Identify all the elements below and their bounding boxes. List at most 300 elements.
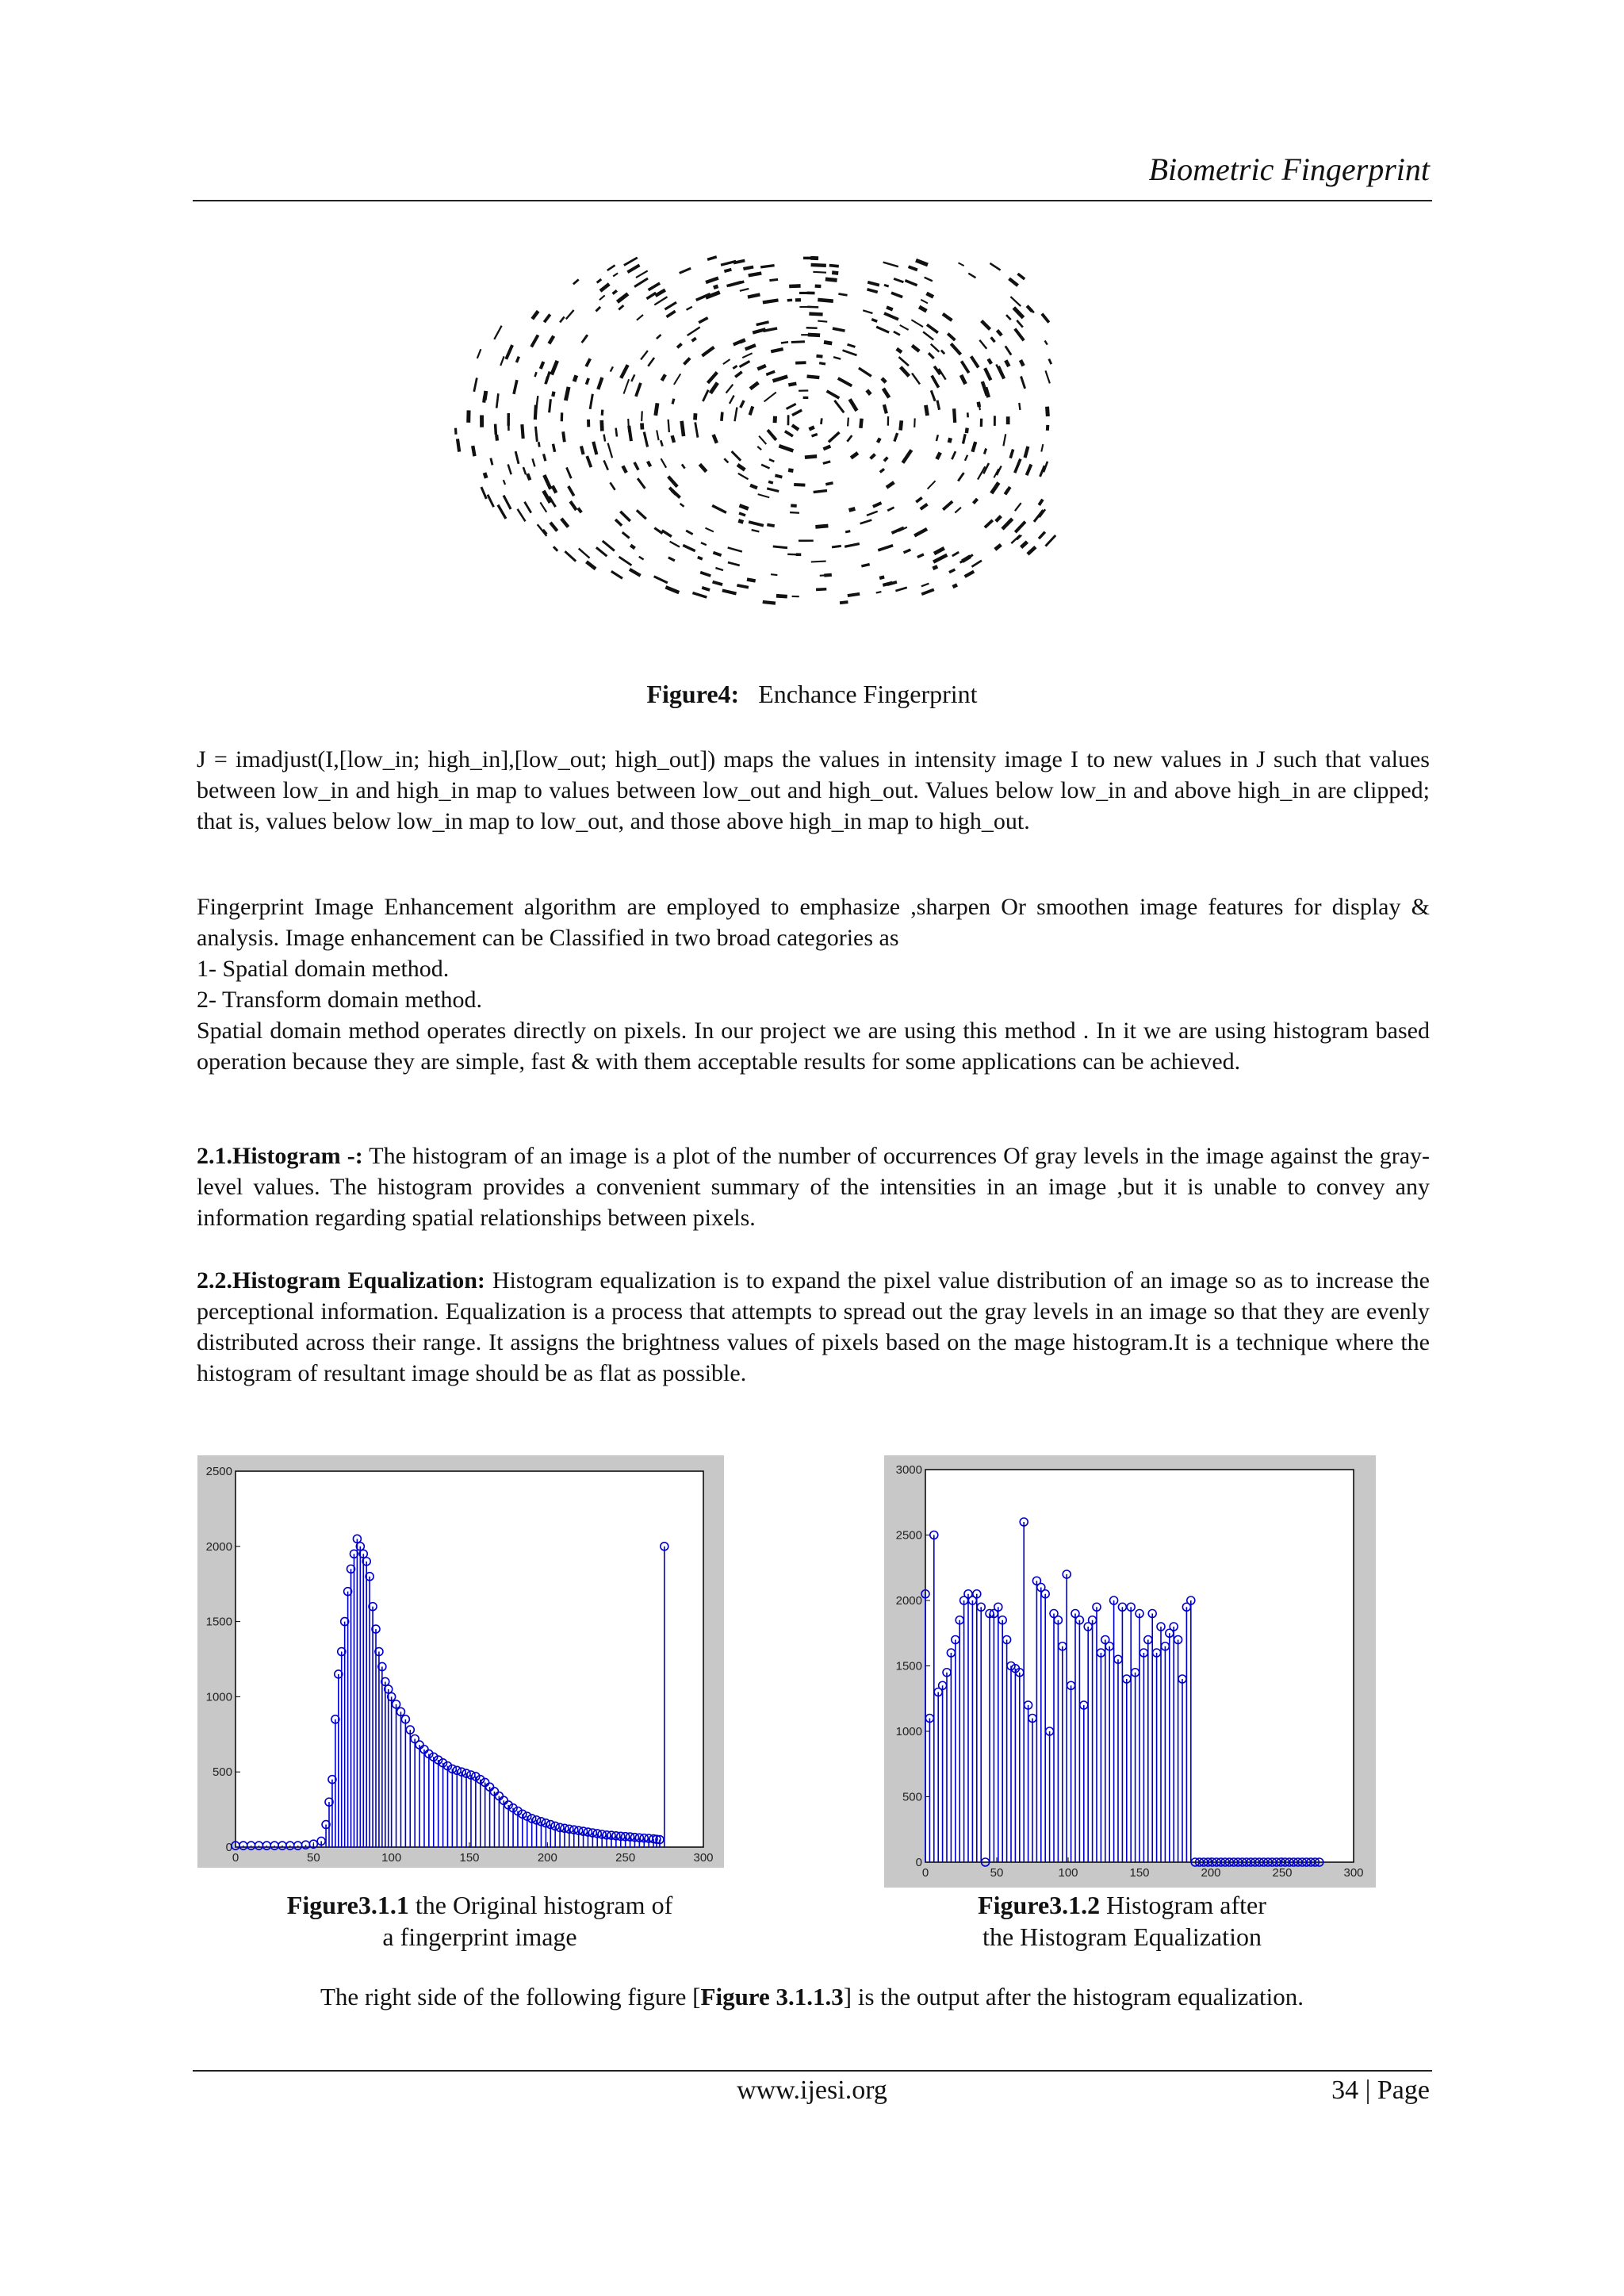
fingerprint-ridge	[1046, 425, 1049, 431]
fingerprint-ridge	[815, 524, 828, 529]
fingerprint-ridge	[615, 519, 622, 527]
fingerprint-ridge	[828, 431, 841, 443]
equalized-histogram-svg	[884, 1455, 1376, 1888]
fingerprint-ridge	[813, 489, 827, 493]
fingerprint-ridge	[701, 346, 715, 357]
fingerprint-ridge	[837, 377, 852, 387]
figure-3-1-1-line2: a fingerprint image	[382, 1922, 577, 1951]
fingerprint-ridge	[619, 511, 631, 523]
fingerprint-ridge	[1038, 531, 1046, 539]
fingerprint-ridge	[911, 319, 924, 328]
x-tick-label: 50	[990, 1866, 1004, 1880]
fingerprint-ridge	[539, 361, 545, 370]
fingerprint-ridge	[585, 455, 592, 467]
fingerprint-ridge	[833, 327, 845, 332]
figure-3-1-1-caption	[238, 1889, 722, 1953]
fingerprint-ridge	[893, 432, 898, 442]
fingerprint-ridge	[477, 349, 482, 358]
fingerprint-ridge	[635, 270, 648, 278]
fingerprint-ridge	[971, 560, 982, 568]
fingerprint-ridge	[756, 320, 769, 326]
fingerprint-ridge	[867, 511, 879, 516]
fingerprint-ridge	[1020, 376, 1026, 389]
fingerprint-ridge	[751, 529, 759, 533]
fingerprint-ridge	[914, 527, 928, 537]
fingerprint-ridge	[886, 481, 895, 489]
fingerprint-ridge	[924, 277, 933, 282]
imadjust-paragraph	[197, 744, 1430, 837]
fingerprint-ridge	[801, 334, 809, 335]
fingerprint-ridge	[791, 409, 802, 417]
fingerprint-ridge	[573, 278, 580, 285]
fingerprint-ridge	[667, 475, 679, 488]
fingerprint-ridge	[653, 403, 659, 416]
fingerprint-ridge	[820, 418, 823, 424]
fingerprint-ridge	[679, 267, 691, 274]
fingerprint-ridge	[613, 272, 619, 277]
fingerprint-ridge	[833, 356, 841, 360]
fingerprint-ridge	[584, 358, 591, 367]
fingerprint-ridge	[602, 540, 615, 552]
fingerprint-ridge	[838, 293, 848, 296]
section-2-1-heading: 2.1.Histogram -:	[197, 1143, 363, 1169]
fingerprint-ridge	[1008, 278, 1019, 287]
fingerprint-ridge	[845, 542, 860, 548]
fingerprint-ridge	[882, 388, 891, 399]
fingerprint-ridge	[656, 430, 659, 440]
fingerprint-ridge	[531, 458, 535, 467]
fingerprint-ridge	[596, 546, 607, 557]
fingerprint-ridge	[826, 389, 841, 399]
fingerprint-ridge	[867, 288, 878, 293]
fingerprint-ridge	[504, 344, 513, 359]
fingerprint-ridge	[702, 586, 710, 592]
fingerprint-ridge	[883, 581, 893, 587]
fingerprint-ridge	[564, 386, 571, 401]
fingerprint-ridge	[760, 264, 775, 268]
fingerprint-ridge	[537, 523, 548, 536]
fingerprint-ridge	[773, 545, 788, 549]
fingerprint-ridge	[656, 334, 661, 339]
y-tick-label: 2500	[205, 1465, 232, 1478]
fingerprint-ridge	[456, 439, 461, 452]
y-tick-label: 0	[225, 1841, 232, 1854]
fingerprint-ridge	[573, 374, 578, 381]
x-tick-label: 0	[232, 1851, 239, 1865]
fingerprint-ridge	[700, 542, 707, 546]
journal-header-title: Biometric Fingerprint	[1148, 151, 1430, 187]
fingerprint-ridge	[616, 292, 629, 303]
fingerprint-ridge	[482, 396, 486, 402]
fingerprint-ridge	[795, 298, 801, 302]
figure4-caption-text: Enchance Fingerprint	[758, 680, 978, 708]
fingerprint-ridge	[952, 583, 958, 588]
fingerprint-ridge	[915, 496, 923, 504]
fingerprint-ridge	[788, 468, 794, 473]
fingerprint-ridge	[810, 256, 818, 260]
x-tick-label: 250	[1272, 1866, 1293, 1880]
fingerprint-ridge	[947, 332, 956, 341]
fingerprint-ridge	[994, 543, 1002, 551]
fingerprint-ridge	[781, 341, 788, 344]
fingerprint-ridge	[807, 292, 815, 295]
fingerprint-ridge	[615, 427, 618, 436]
figure-3-1-1-line1: the Original histogram of	[408, 1891, 673, 1919]
fingerprint-ridge	[891, 527, 905, 535]
figure-3-1-2-line2: the Histogram Equalization	[982, 1922, 1262, 1951]
fingerprint-ridge	[757, 493, 769, 498]
fingerprint-ridge	[647, 357, 655, 366]
fingerprint-ridge	[832, 545, 841, 548]
fingerprint-ridge	[523, 467, 527, 475]
fingerprint-ridge	[789, 284, 801, 288]
fingerprint-ridge	[493, 325, 502, 339]
fingerprint-ridge	[957, 472, 965, 481]
fingerprint-ridge	[640, 423, 644, 429]
fingerprint-ridge	[671, 398, 675, 404]
y-tick-label: 1500	[895, 1659, 922, 1673]
fingerprint-ridge	[742, 352, 753, 358]
fingerprint-ridge	[865, 389, 871, 396]
fingerprint-ridge	[739, 360, 750, 368]
fingerprint-ridge	[845, 530, 851, 533]
x-tick-label: 150	[459, 1851, 480, 1865]
fingerprint-ridge	[720, 412, 724, 421]
fingerprint-ridge	[654, 296, 668, 305]
y-tick-label: 3000	[895, 1463, 922, 1477]
enhancement-paragraph	[197, 891, 1430, 1077]
fingerprint-ridge	[726, 384, 733, 393]
fingerprint-ridge	[880, 377, 887, 383]
fingerprint-ridge	[924, 404, 929, 416]
fingerprint-ridge	[503, 480, 506, 485]
fingerprint-ridge	[621, 465, 627, 473]
fingerprint-ridge	[1040, 444, 1044, 452]
fingerprint-ridge	[911, 344, 921, 353]
fingerprint-ridge	[847, 417, 849, 426]
fingerprint-ridge	[791, 424, 800, 431]
fingerprint-ridge	[811, 263, 826, 267]
fingerprint-ridge	[634, 278, 649, 288]
fingerprint-ridge	[665, 585, 680, 594]
y-tick-label: 2000	[205, 1539, 232, 1554]
y-tick-label: 0	[915, 1856, 922, 1869]
fingerprint-ridge	[983, 367, 992, 381]
enhanced-fingerprint-image	[408, 254, 1059, 650]
fingerprint-ridge	[599, 420, 603, 431]
fingerprint-ridge	[481, 486, 488, 499]
fingerprint-ridge	[569, 500, 577, 511]
fingerprint-ridge	[942, 312, 953, 322]
fingerprint-ridge	[925, 292, 934, 299]
fingerprint-ridge	[508, 417, 510, 431]
fingerprint-ridge	[749, 381, 760, 390]
fingerprint-ridge	[766, 370, 776, 376]
plot-area	[236, 1471, 703, 1847]
fingerprint-ridge	[972, 498, 979, 504]
fingerprint-ridge	[787, 299, 793, 302]
fingerprint-ridge	[676, 343, 683, 349]
fingerprint-ridge	[737, 584, 749, 588]
fingerprint-ridge	[545, 371, 551, 384]
fingerprint-ridge	[763, 298, 779, 304]
fingerprint-ridge	[776, 594, 787, 599]
fingerprint-ridge	[683, 544, 696, 552]
fingerprint-ridge	[773, 416, 777, 424]
fingerprint-ridge	[740, 288, 749, 292]
fingerprint-ridge	[840, 600, 848, 604]
fingerprint-ridge	[497, 504, 508, 519]
fingerprint-ridge	[1002, 434, 1006, 446]
fingerprint-ridge	[516, 508, 526, 522]
fingerprint-ridge	[903, 549, 911, 554]
fingerprint-ridge	[585, 378, 590, 385]
fingerprint-ridge	[530, 310, 539, 320]
fingerprint-ridge	[654, 289, 666, 297]
fingerprint-ridge	[950, 343, 962, 355]
x-tick-label: 200	[1201, 1866, 1221, 1880]
fingerprint-ridge	[899, 324, 909, 331]
fingerprint-ridge	[739, 400, 745, 408]
fingerprint-ridge	[952, 551, 959, 557]
fingerprint-ridge	[997, 366, 1005, 379]
list-item-spatial: 1- Spatial domain method.	[197, 956, 450, 982]
fingerprint-ridge	[1013, 458, 1022, 473]
fingerprint-ridge	[768, 458, 774, 462]
fingerprint-ridge	[581, 334, 588, 343]
x-tick-label: 100	[1058, 1866, 1078, 1880]
fingerprint-ridge	[629, 568, 642, 577]
fingerprint-ridge	[918, 305, 928, 313]
fingerprint-ridge	[959, 554, 974, 563]
fingerprint-ridge	[884, 284, 890, 288]
fingerprint-ridge	[756, 446, 761, 450]
fingerprint-ridge	[779, 444, 794, 453]
fingerprint-ridge	[898, 356, 910, 366]
fingerprint-ridge	[738, 512, 745, 516]
fingerprint-ridge	[948, 568, 956, 573]
fingerprint-ridge	[580, 446, 585, 455]
fingerprint-ridge	[1020, 540, 1028, 549]
fingerprint-ridge	[653, 575, 668, 584]
fingerprint-ridge	[879, 575, 885, 580]
fingerprint-ridge	[848, 398, 859, 412]
fingerprint-ridge	[733, 259, 745, 265]
fingerprint-ridge	[958, 262, 964, 266]
fingerprint-ridge	[705, 527, 714, 533]
fingerprint-ridge	[623, 257, 638, 266]
fingerprint-ridge	[607, 264, 615, 271]
fingerprint-ridge	[640, 350, 649, 360]
fingerprint-ridge	[914, 418, 916, 427]
fingerprint-ridge	[709, 381, 719, 394]
fingerprint-ridge	[737, 519, 744, 524]
fingerprint-ridge	[986, 358, 992, 364]
fingerprint-ridge	[687, 326, 700, 336]
fingerprint-ridge	[1023, 446, 1029, 458]
fingerprint-ridge	[747, 577, 756, 582]
fingerprint-ridge	[733, 365, 738, 370]
fingerprint-ridge	[768, 481, 774, 485]
fingerprint-ridge	[561, 431, 566, 442]
fingerprint-ridge	[603, 460, 609, 470]
fingerprint-ridge	[990, 263, 1002, 271]
fingerprint-ridge	[495, 435, 499, 441]
fingerprint-ridge	[887, 416, 890, 426]
fingerprint-ridge	[805, 454, 818, 459]
fingerprint-ridge	[883, 261, 898, 267]
fingerprint-ridge	[565, 309, 575, 320]
fingerprint-ridge	[763, 600, 776, 605]
fingerprint-ridge	[637, 477, 646, 489]
imadjust-text: J = imadjust(I,[low_in; high_in],[low_out; high_out]) maps the values in intensity image I to new values in J such that values between low_in and high_in map to values between low_out and high_out. Values below low_in and above high_in are clipped; that is, values below low_in map to low_out, and those above high_in map to high_out.	[197, 746, 1430, 834]
fingerprint-ridge	[587, 420, 590, 427]
original-histogram-chart	[197, 1455, 724, 1868]
fingerprint-ridge	[666, 310, 676, 318]
closing-after: ] is the output after the histogram equalization.	[843, 1983, 1304, 2010]
fingerprint-ridge	[681, 464, 686, 470]
fingerprint-ridge	[523, 501, 532, 513]
fingerprint-ridge	[473, 378, 477, 392]
fingerprint-ridge	[962, 434, 967, 444]
fingerprint-ridge	[550, 360, 559, 375]
fingerprint-ridge	[543, 313, 551, 323]
fingerprint-ridge	[599, 295, 605, 301]
fingerprint-ridge	[984, 519, 994, 528]
fingerprint-ridge	[951, 451, 956, 460]
fingerprint-ridge	[813, 271, 826, 274]
fingerprint-ridge	[737, 463, 746, 472]
fingerprint-ridge	[990, 481, 1000, 494]
x-tick-label: 250	[615, 1851, 636, 1865]
fingerprint-ridge	[921, 588, 935, 596]
y-tick-label: 1000	[205, 1690, 232, 1704]
fingerprint-ridge	[816, 355, 822, 358]
fingerprint-ridge	[942, 500, 953, 511]
fingerprint-ridge	[515, 356, 520, 363]
fingerprint-ridge	[749, 406, 755, 416]
fingerprint-ridge	[680, 503, 684, 508]
fingerprint-ridge	[471, 446, 477, 457]
fingerprint-ridge	[454, 428, 458, 435]
fingerprint-ridge	[806, 327, 818, 329]
fingerprint-ridge	[1018, 403, 1021, 410]
fingerprint-ridge	[980, 320, 991, 331]
fingerprint-ridge	[899, 366, 910, 378]
fingerprint-ridge	[808, 425, 814, 431]
fingerprint-ridge	[551, 391, 555, 397]
fingerprint-ridge	[819, 362, 825, 365]
fingerprint-ridge	[860, 519, 871, 524]
fingerprint-ridge	[515, 451, 520, 464]
fingerprint-ridge	[693, 413, 697, 420]
fingerprint-ridge	[795, 361, 806, 364]
fingerprint-ridge	[825, 277, 837, 282]
fingerprint-ridge	[745, 343, 756, 351]
fingerprint-ridge	[1045, 407, 1050, 417]
fingerprint-ridge	[552, 443, 556, 452]
fingerprint-ridge	[878, 544, 894, 552]
fingerprint-ridge	[829, 264, 839, 268]
fingerprint-ridge	[994, 416, 996, 426]
fingerprint-ridge	[483, 472, 488, 478]
fingerprint-ridge	[737, 473, 749, 480]
fingerprint-ridge	[808, 333, 821, 338]
fingerprint-ridge	[526, 473, 531, 481]
fingerprint-ridge	[1044, 535, 1056, 547]
fingerprint-ridge	[1040, 312, 1050, 323]
fingerprint-ridge	[686, 306, 692, 311]
fingerprint-ridge	[824, 340, 833, 345]
fingerprint-ridge	[933, 546, 945, 555]
fingerprint-ridge	[724, 268, 732, 273]
section-2-2-body: Histogram equalization is to expand the pixel value distribution of an image so as to increase the perceptional information. Equalization is a process that attempts to spread out the gray levels in an image so that they are evenly distributed across their range. It assigns the brightness values of pixels based on the mage histogram.It is a technique where the histogram of resultant image should be as flat as possible.	[197, 1267, 1431, 1386]
fingerprint-ridge	[1005, 314, 1012, 320]
fingerprint-ridge	[534, 427, 538, 442]
fingerprint-ridge	[996, 329, 1003, 336]
fingerprint-ridge	[964, 454, 968, 461]
fingerprint-ridge	[713, 285, 718, 289]
x-tick-label: 300	[693, 1851, 714, 1865]
fingerprint-ridge	[895, 586, 907, 592]
fingerprint-ridge	[749, 520, 764, 527]
header-rule	[193, 200, 1432, 201]
fingerprint-ridge	[564, 550, 576, 562]
fingerprint-ridge	[680, 420, 685, 436]
fingerprint-ridge	[859, 418, 864, 428]
fingerprint-ridge	[565, 467, 572, 479]
fingerprint-ridge	[775, 474, 783, 479]
fingerprint-ridge	[542, 474, 552, 490]
fingerprint-ridge	[952, 408, 956, 423]
fingerprint-ridge	[743, 266, 753, 270]
fingerprint-ridge	[887, 506, 895, 512]
fingerprint-ridge	[560, 517, 569, 527]
fingerprint-ridge	[869, 453, 876, 460]
fingerprint-ridge	[876, 326, 890, 334]
fingerprint-ridge	[915, 259, 929, 266]
fingerprint-ridge	[928, 352, 935, 359]
fingerprint-ridge	[1014, 502, 1022, 511]
fingerprint-ridge	[772, 374, 788, 382]
fingerprint-ridge	[748, 271, 761, 277]
fingerprint-ridge	[971, 441, 977, 452]
fingerprint-ridge	[861, 563, 870, 568]
fingerprint-ridge	[610, 366, 614, 372]
fingerprint-ridge	[832, 270, 839, 275]
fingerprint-ridge	[803, 397, 809, 399]
fingerprint-ridge	[728, 562, 741, 567]
fingerprint-ridge	[756, 364, 766, 371]
fingerprint-ridge	[507, 464, 511, 475]
fingerprint-ridge	[1009, 449, 1014, 458]
fingerprint-ridge	[868, 281, 880, 287]
fingerprint-ridge	[970, 355, 980, 368]
fingerprint-ridge	[705, 276, 718, 284]
fingerprint-ridge	[1016, 320, 1024, 328]
fingerprint-ridge	[534, 372, 537, 378]
fingerprint-ridge	[792, 596, 799, 597]
original-histogram-svg	[197, 1455, 724, 1868]
fingerprint-ridge	[727, 546, 742, 553]
fingerprint-ridge	[824, 573, 832, 577]
fingerprint-ridge	[891, 291, 902, 298]
fingerprint-ridge	[668, 556, 675, 562]
fingerprint-ridge	[712, 581, 723, 586]
fingerprint-ridge	[1033, 509, 1044, 523]
fingerprint-ridge	[895, 347, 902, 354]
fingerprint-ridge	[480, 415, 484, 427]
